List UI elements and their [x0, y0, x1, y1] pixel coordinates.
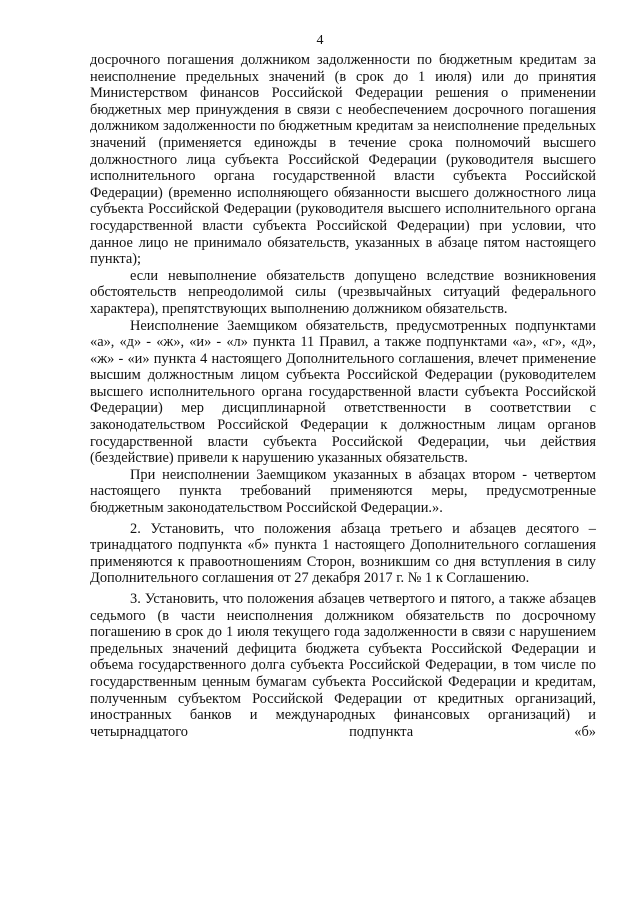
paragraph-measures: При неисполнении Заемщиком указанных в абзацах втором - четвертом настоящего пункта требований применяются меры, предусмотренные бюджетным законодательством Российской Федерации.». [90, 466, 596, 517]
paragraph-continuation: досрочного погашения должником задолженности по бюджетным кредитам за неисполнение предельных значений (в срок до 1 июля) или до принятия Министерством финансов Российской Федерации решения о применении бюджетных мер принуждения в связи с необеспечением досрочного погашения должником задолженности по бюджетным кредитам за неисполнение предельных значений (применяется единожды в течение срока полномочий высшего должностного лица субъекта Российской Федерации (руководителя высшего исполнительного органа государственной власти субъекта Российской Федерации) (временно исполняющего обязанности высшего должностного лица субъекта Российской Федерации (руководителя высшего исполнительного органа государственной власти субъекта Российской Федерации) при условии, что данное лицо не принимало обязательств, указанных в абзаце пятом настоящего пункта); [90, 52, 596, 268]
paragraph-nonfulfillment: Неисполнение Заемщиком обязательств, предусмотренных подпунктами «а», «д» - «ж», «и» - «л» пункта 11 Правил, а также подпунктами «а», «г», «д», «ж» - «и» пункта 4 настоящего Дополнительного соглашения, влечет применение высшим должностным лицом субъекта Российской Федерации (руководителем высшего исполнительного органа государственной власти субъекта Российской Федерации) мер дисциплинарной ответственности в соответствии с законодательством Российской Федерации к должностным лицам органов государственной власти субъекта Российской Федерации, чьи действия (бездействие) привели к нарушению указанных обязательств. [90, 317, 596, 467]
paragraph-item-2: 2. Установить, что положения абзаца третьего и абзацев десятого – тринадцатого подпункта «б» пункта 1 настоящего Дополнительного соглашения применяются к правоотношениям Сторон, возникшим со дня вступления в силу Дополнительного соглашения от 27 декабря 2017 г. № 1 к Соглашению. [90, 520, 596, 587]
paragraph-item-3: 3. Установить, что положения абзацев четвертого и пятого, а также абзацев седьмого (в части неисполнения должником обязательств по досрочному погашению в срок до 1 июля текущего года задолженности в связи с нарушением предельных значений дефицита бюджета субъекта Российской Федерации и объема государственного долга субъекта Российской Федерации, в том числе по государственным ценным бумагам субъекта Российской Федерации и кредитам, полученным субъектом Российской Федерации от кредитных организаций, иностранных банков и международных финансовых организаций) и четырнадцатого подпункта «б» [90, 591, 596, 740]
paragraph-force-majeure: если невыполнение обязательств допущено вследствие возникновения обстоятельств непреодолимой силы (чрезвычайных ситуаций федерального характера), препятствующих выполнению должником обязательств. [90, 267, 596, 317]
document-body [90, 52, 596, 740]
page-number: 4 [316, 33, 324, 48]
